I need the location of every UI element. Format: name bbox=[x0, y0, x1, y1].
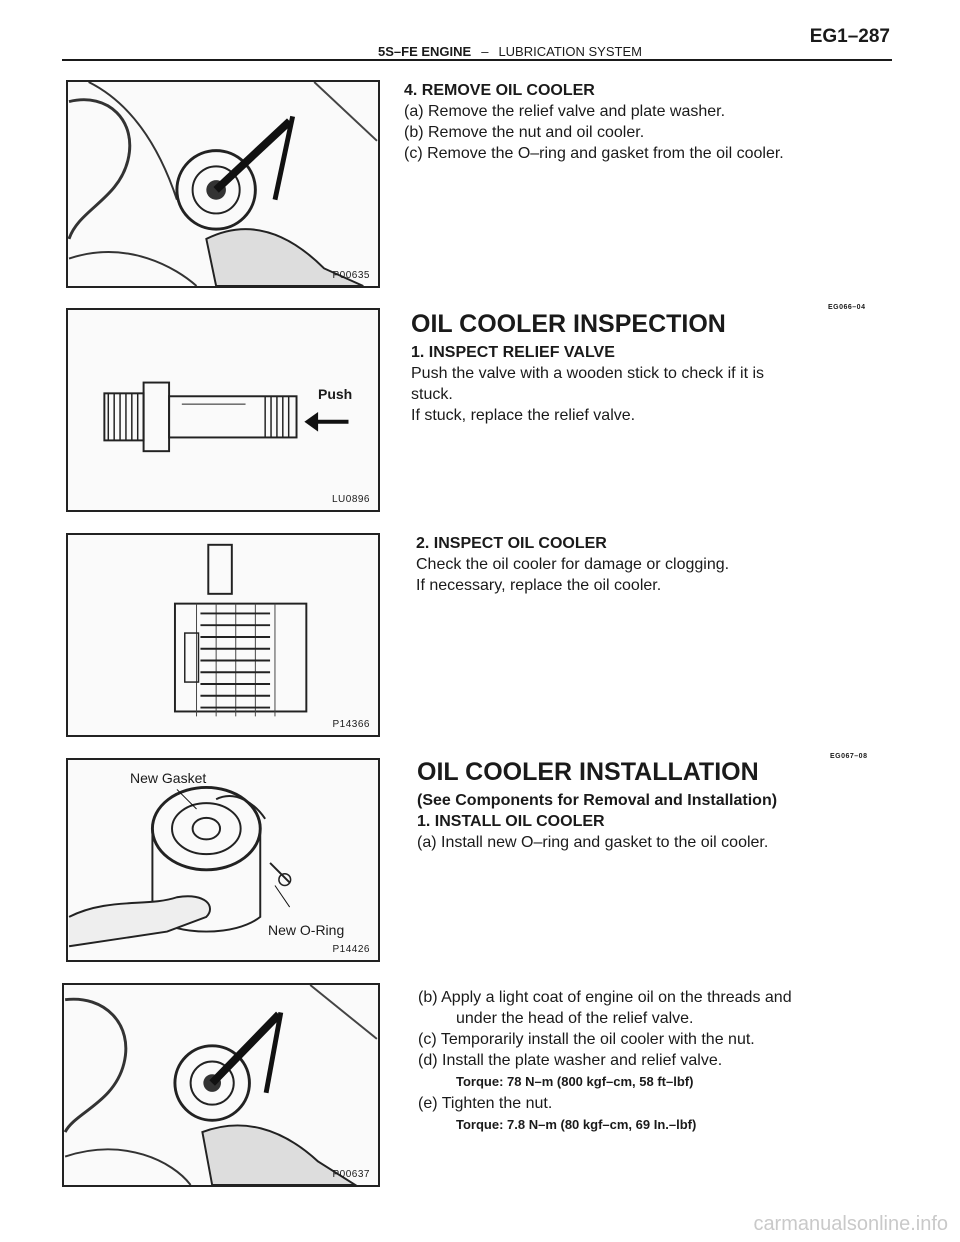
step-d: (d) Install the plate washer and relief valve. bbox=[418, 1052, 723, 1069]
oil-cooler-illustration bbox=[68, 535, 378, 735]
page-number: EG1–287 bbox=[809, 26, 890, 47]
torque-spec: Torque: 7.8 N–m (80 kgf–cm, 69 In.–lbf) bbox=[456, 1117, 697, 1132]
install-steps bbox=[418, 987, 908, 1136]
section-title: OIL COOLER INSPECTION bbox=[411, 310, 726, 338]
step-heading: 1. INSTALL OIL COOLER bbox=[417, 813, 605, 830]
figure-oil-cooler bbox=[66, 533, 380, 737]
step-e: (e) Tighten the nut. bbox=[418, 1095, 553, 1112]
header-separator: – bbox=[481, 44, 489, 59]
running-header bbox=[378, 44, 642, 59]
step-c: (c) Remove the O–ring and gasket from the oil cooler. bbox=[404, 145, 784, 162]
header-subsection: LUBRICATION SYSTEM bbox=[498, 44, 642, 59]
figure-code: P00637 bbox=[332, 1169, 370, 1180]
remove-oil-cooler-step bbox=[404, 80, 884, 164]
new-gasket-label: New Gasket bbox=[130, 770, 207, 786]
figure-install-oil-cooler bbox=[62, 983, 380, 1187]
push-label: Push bbox=[318, 386, 353, 402]
wrench-illustration bbox=[68, 82, 378, 286]
figure-relief-valve bbox=[66, 308, 380, 512]
figure-install-oring-gasket bbox=[66, 758, 380, 962]
figure-code: P00635 bbox=[332, 270, 370, 281]
step-b-continued: under the head of the relief valve. bbox=[456, 1010, 694, 1027]
watermark: carmanualsonline.info bbox=[753, 1213, 948, 1235]
inspect-oil-cooler-step bbox=[416, 533, 876, 596]
step-line: Push the valve with a wooden stick to check if it is bbox=[411, 365, 765, 382]
header-rule bbox=[62, 59, 892, 61]
figure-code: LU0896 bbox=[331, 494, 370, 505]
step-line: Check the oil cooler for damage or clogging. bbox=[416, 556, 730, 573]
step-a: (a) Remove the relief valve and plate washer. bbox=[404, 103, 726, 120]
step-c: (c) Temporarily install the oil cooler with the nut. bbox=[418, 1031, 755, 1048]
doc-stamp: EG067–08 bbox=[830, 753, 868, 760]
step-a: (a) Install new O–ring and gasket to the oil cooler. bbox=[417, 834, 769, 851]
torque-spec: Torque: 78 N–m (800 kgf–cm, 58 ft–lbf) bbox=[456, 1074, 694, 1089]
header-section: 5S–FE ENGINE bbox=[378, 44, 472, 59]
oil-cooler-installation-section bbox=[417, 756, 887, 853]
doc-stamp: EG066–04 bbox=[828, 304, 866, 311]
figure-code: P14366 bbox=[332, 719, 370, 730]
step-b: (b) Remove the nut and oil cooler. bbox=[404, 124, 645, 141]
install-illustration bbox=[64, 985, 378, 1185]
see-reference: (See Components for Removal and Installation) bbox=[417, 792, 778, 809]
step-heading: 1. INSPECT RELIEF VALVE bbox=[411, 344, 615, 361]
figure-remove-oil-cooler bbox=[66, 80, 380, 288]
section-title: OIL COOLER INSTALLATION bbox=[417, 758, 759, 786]
step-line: If necessary, replace the oil cooler. bbox=[416, 577, 662, 594]
figure-code: P14426 bbox=[332, 944, 370, 955]
oil-cooler-inspection-section bbox=[411, 308, 871, 426]
step-line: stuck. bbox=[411, 386, 453, 403]
step-line: If stuck, replace the relief valve. bbox=[411, 407, 636, 424]
new-oring-label: New O-Ring bbox=[268, 922, 345, 938]
relief-valve-illustration bbox=[68, 310, 378, 510]
step-heading: 2. INSPECT OIL COOLER bbox=[416, 535, 607, 552]
step-heading: 4. REMOVE OIL COOLER bbox=[404, 82, 595, 99]
step-b: (b) Apply a light coat of engine oil on the threads and bbox=[418, 989, 792, 1006]
